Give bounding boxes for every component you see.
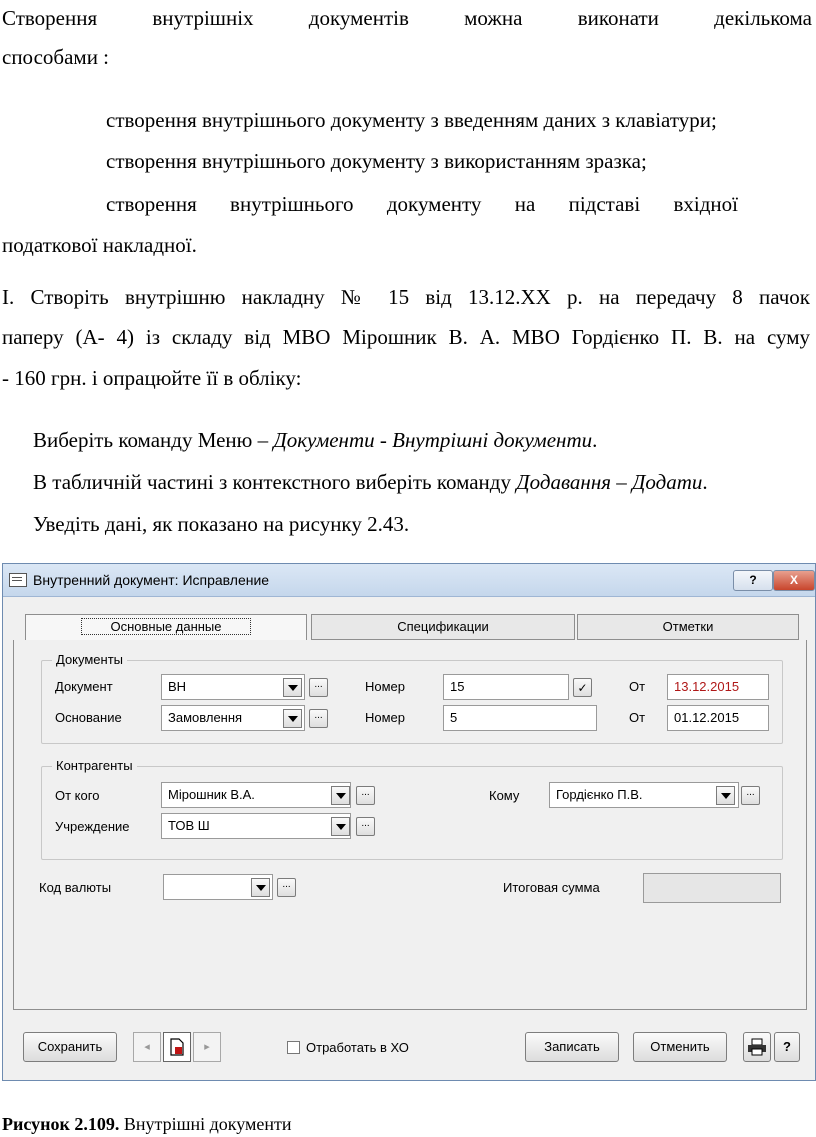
from-whom-browse-button[interactable]: ...: [356, 786, 375, 805]
figure-caption: [2, 1112, 292, 1136]
help-button[interactable]: ?: [733, 570, 773, 591]
date-field[interactable]: 13.12.2015: [667, 674, 769, 700]
figure-caption-number: Рисунок 2.109.: [2, 1114, 120, 1134]
from-whom-label: От кого: [55, 788, 100, 803]
documents-group-title: Документы: [52, 652, 127, 667]
number2-label: Номер: [365, 710, 406, 725]
cancel-button[interactable]: Отменить: [633, 1032, 727, 1062]
task-line: паперу (А- 4) із складу від МВО Мірошник В. А. МВО Гордієнко П. В. на суму: [2, 325, 810, 349]
prev-record-button[interactable]: ◂: [133, 1032, 161, 1062]
from-whom-dropdown[interactable]: [331, 786, 350, 805]
process-label: Отработать в ХО: [306, 1040, 409, 1055]
tab-main-data[interactable]: [25, 614, 307, 640]
institution-label: Учреждение: [55, 819, 130, 834]
from-whom-field[interactable]: Мірошник В.А.: [161, 782, 351, 808]
step-1-end: .: [592, 428, 598, 452]
institution-browse-button[interactable]: ...: [356, 817, 375, 836]
intro-word: можна: [464, 6, 523, 30]
intro-word: Створення: [2, 6, 98, 30]
to-whom-browse-button[interactable]: ...: [741, 786, 760, 805]
document-field[interactable]: ВН: [161, 674, 305, 700]
window-icon: [9, 573, 27, 587]
currency-dropdown[interactable]: [251, 878, 270, 897]
step-1-menu: Документи: [273, 428, 375, 452]
currency-label: Код валюты: [39, 880, 112, 895]
step-1-text: Виберіть команду Меню –: [33, 428, 274, 452]
tab-specifications[interactable]: Спецификации: [311, 614, 575, 640]
total-sum-field: [643, 873, 781, 903]
date2-field[interactable]: 01.12.2015: [667, 705, 769, 731]
list-item: створення внутрішнього документу з введенням даних з клавіатури;: [106, 108, 717, 132]
internal-document-dialog: [2, 563, 816, 1081]
basis-dropdown[interactable]: [283, 709, 302, 728]
to-whom-field[interactable]: Гордієнко П.В.: [549, 782, 739, 808]
institution-dropdown[interactable]: [331, 817, 350, 836]
figure-caption-text: Внутрішні документи: [119, 1114, 292, 1134]
dialog-titlebar[interactable]: [3, 564, 815, 597]
total-sum-label: Итоговая сумма: [503, 880, 600, 895]
print-button[interactable]: [743, 1032, 771, 1062]
documents-group: [41, 652, 783, 744]
document-dropdown[interactable]: [283, 678, 302, 697]
number-label: Номер: [365, 679, 406, 694]
basis-label: Основание: [55, 710, 122, 725]
contragents-group: [41, 758, 783, 860]
intro-word: виконати: [577, 6, 659, 30]
document-label: Документ: [55, 679, 113, 694]
to-whom-label: Кому: [489, 788, 520, 803]
task-line: І. Створіть внутрішню накладну № 15 від 13.12.ХХ р. на передачу 8 пачок: [2, 285, 810, 309]
new-document-icon: [169, 1038, 185, 1056]
basis-field[interactable]: Замовлення: [161, 705, 305, 731]
step-2: [33, 470, 708, 494]
step-1: [33, 428, 597, 452]
tab-marks[interactable]: Отметки: [577, 614, 799, 640]
task-line: - 160 грн. і опрацюйте її в обліку:: [2, 366, 302, 390]
new-document-button[interactable]: [163, 1032, 191, 1062]
intro-word: документів: [308, 6, 409, 30]
date2-label: От: [629, 710, 646, 725]
number-check-button[interactable]: ✓: [573, 678, 592, 697]
intro-word: внутрішніх: [152, 6, 254, 30]
step-2-command: Додавання – Додати: [516, 470, 703, 494]
intro-word: декількома: [714, 6, 812, 30]
list-item-continuation: податкової накладної.: [2, 233, 197, 257]
step-2-text: В табличній частині з контекстного виберіть команду: [33, 470, 517, 494]
intro-line-2: способами :: [2, 45, 110, 69]
date-label: От: [629, 679, 646, 694]
institution-field[interactable]: ТОВ Ш: [161, 813, 351, 839]
next-record-button[interactable]: ▸: [193, 1032, 221, 1062]
step-3: Уведіть дані, як показано на рисунку 2.43.: [33, 512, 410, 536]
contragents-group-title: Контрагенты: [52, 758, 137, 773]
to-whom-dropdown[interactable]: [716, 786, 735, 805]
intro-line-1: [2, 6, 812, 30]
close-button[interactable]: X: [773, 570, 815, 591]
printer-icon: [747, 1038, 767, 1056]
dialog-title: Внутренний документ: Исправление: [33, 572, 270, 588]
save-button[interactable]: Сохранить: [23, 1032, 117, 1062]
number2-field[interactable]: 5: [443, 705, 597, 731]
document-browse-button[interactable]: ...: [309, 678, 328, 697]
number-field[interactable]: 15: [443, 674, 569, 700]
step-1-submenu: Внутрішні документи: [392, 428, 593, 452]
step-1-sep: -: [374, 428, 393, 452]
currency-browse-button[interactable]: ...: [277, 878, 296, 897]
basis-browse-button[interactable]: ...: [309, 709, 328, 728]
list-item: створення внутрішнього документу з використанням зразка;: [106, 149, 647, 173]
write-button[interactable]: Записать: [525, 1032, 619, 1062]
question-button[interactable]: ?: [774, 1032, 800, 1062]
process-checkbox[interactable]: [287, 1041, 300, 1054]
step-2-end: .: [702, 470, 708, 494]
tab-label: Основные данные: [81, 618, 250, 635]
list-item: створення внутрішнього документу на підставі вхідної: [106, 192, 738, 216]
